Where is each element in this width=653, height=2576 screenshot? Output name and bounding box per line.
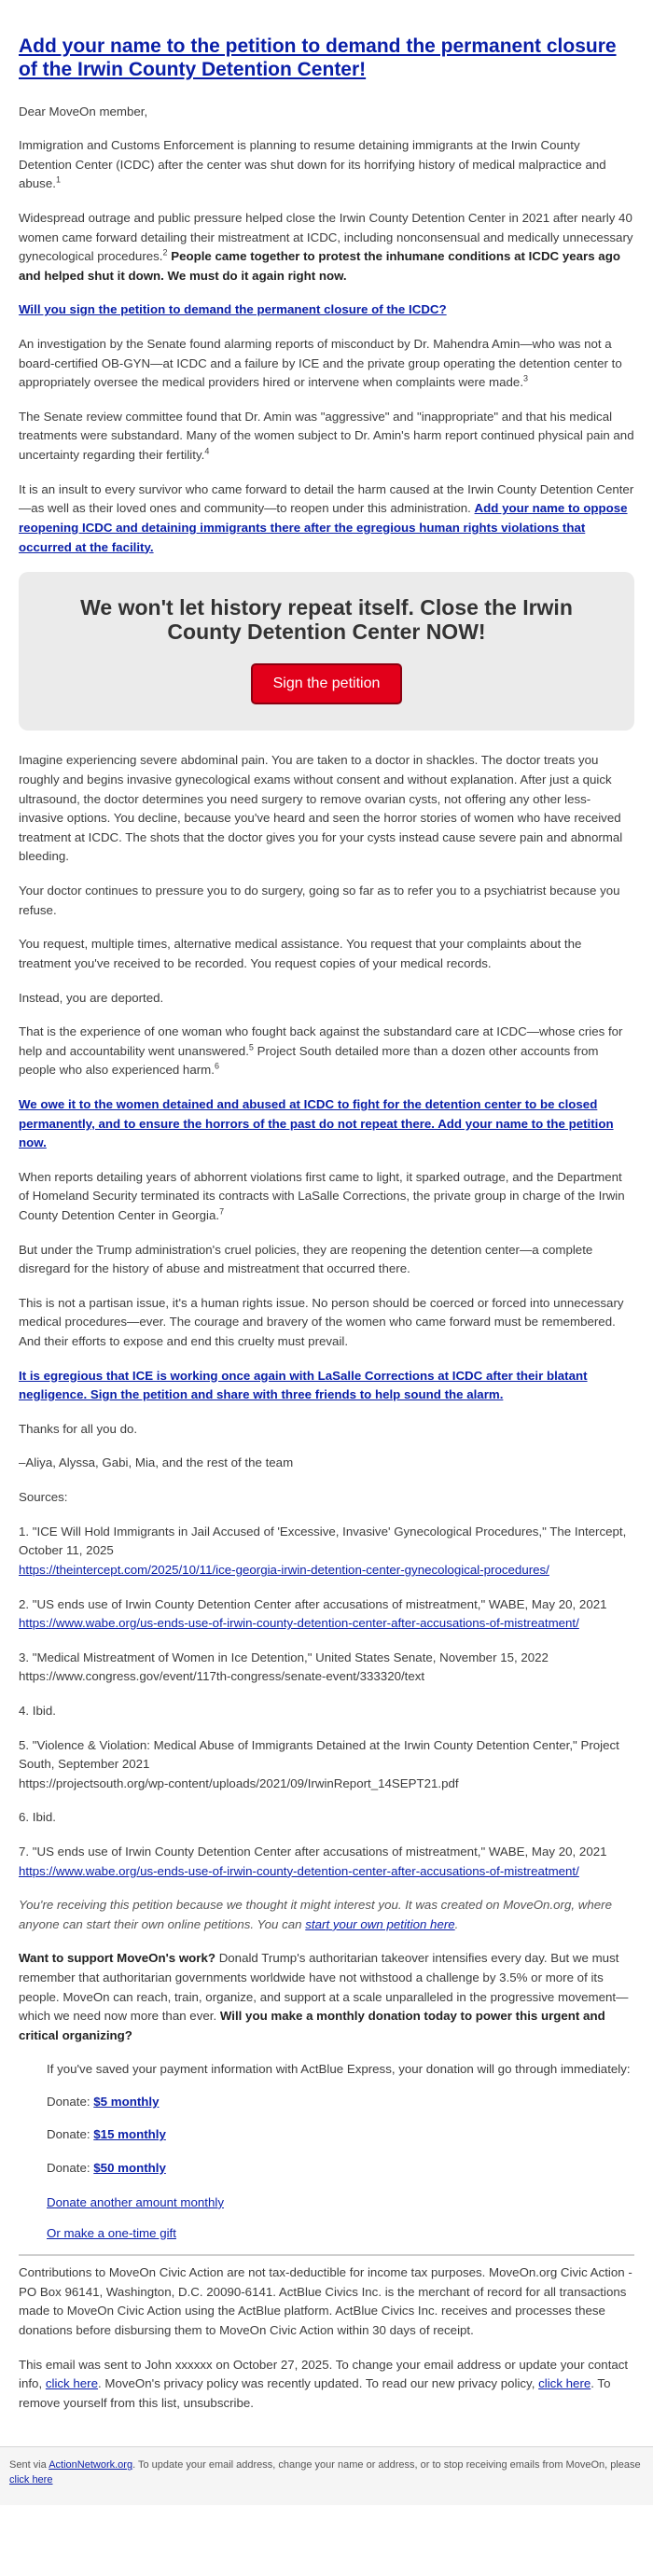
page-title[interactable] — [19, 0, 634, 82]
source-text: 5. "Violence & Violation: Medical Abuse of Immigrants Detained at the Irwin County Detention Center," Project South, September 2021 — [19, 1737, 619, 1772]
paragraph-senate — [19, 335, 634, 393]
footnote-ref: 4 — [204, 446, 210, 456]
owe-paragraph — [19, 1095, 634, 1153]
legal-notice: Contributions to MoveOn Civic Action are not tax-deductible for income tax purposes. MoveOn.org Civic Action - PO Box 96141, Washington, D.C. 20090-6141. ActBlue Civics Inc. is the merchant of record for all transactions made to MoveOn Civic Action using the ActBlue platform. ActBlue Civics Inc. receives and processes these donations before disbursing them to MoveOn Civic Action within 30 days of receipt. — [19, 2265, 632, 2337]
source-item — [19, 1702, 634, 1721]
paragraph-insult — [19, 480, 634, 557]
receiving-text: You're receiving this petition because we thought it might interest you. It was created on MoveOn.org, where anyone can start their own online petitions. You can — [19, 1898, 612, 1931]
donate-15-monthly-link[interactable]: $15 monthly — [93, 2127, 166, 2142]
paragraph-pressure: Your doctor continues to pressure you to do surgery, going so far as to refer you to a psychiatrist because you refuse. — [19, 884, 620, 917]
footnote-ref: 3 — [523, 373, 529, 383]
paragraph-request: You request, multiple times, alternative medical assistance. You request that your complaints about the treatment you've received to be recorded. You request copies of your medical records. — [19, 937, 582, 970]
title-link[interactable]: Add your name to the petition to demand the permanent closure of the Irwin County Detention Center! — [19, 35, 617, 80]
paragraph-text: Project South detailed more than a dozen other accounts from people who also experienced harm. — [19, 1043, 599, 1078]
source-url-text: https://www.congress.gov/event/117th-congress/senate-event/333320/text — [19, 1669, 425, 1684]
footnote-ref: 5 — [248, 1042, 254, 1052]
thanks: Thanks for all you do. — [19, 1421, 138, 1436]
email-footer — [0, 2446, 653, 2505]
source-item — [19, 1523, 634, 1580]
sent-text: . To remove yourself from this list, unsubscribe. — [19, 2376, 611, 2410]
sent-notice — [19, 2356, 634, 2414]
source-item — [19, 1808, 634, 1828]
sign-petition-button[interactable]: Sign the petition — [251, 663, 403, 705]
footnote-ref: 7 — [219, 1206, 225, 1217]
donate-option — [47, 2123, 634, 2145]
paragraph-text: That is the experience of one woman who fought back against the substandard care at ICDC—whose cries for help and accountability went unanswered. — [19, 1024, 623, 1058]
one-time-paragraph — [47, 2224, 634, 2244]
footnote-ref: 2 — [162, 247, 168, 258]
privacy-policy-link[interactable]: click here — [538, 2376, 591, 2391]
sign-petition-paragraph — [19, 300, 634, 320]
sign-petition-link[interactable]: Will you sign the petition to demand the permanent closure of the ICDC? — [19, 302, 447, 317]
paragraph-trump: But under the Trump administration's cruel policies, they are reopening the detention center—a complete disregard for the history of abuse and mistreatment that occurred there. — [19, 1242, 593, 1276]
paragraph-text: It is an insult to every survivor who came forward to detail the harm caused at the Irwin County Detention Center—as well as their loved ones and community—to reopen under this administration. — [19, 481, 634, 516]
owe-petition-link[interactable]: We owe it to the women detained and abused at ICDC to fight for the detention center to be closed permanently, and to ensure the horrors of the past do not repeat there. Add your name to the petition now. — [19, 1096, 614, 1150]
source-item — [19, 1736, 634, 1794]
source-text: 1. "ICE Will Hold Immigrants in Jail Accused of 'Excessive, Invasive' Gynecological Procedures," The Intercept, October 11, 2025 — [19, 1524, 627, 1558]
donate-block — [19, 2060, 634, 2243]
paragraph-text: When reports detailing years of abhorrent violations first came to light, it sparked outrage, and the Department of Homeland Security terminated its contracts with LaSalle Corrections, the private group in charge of the Irwin County Detention Center in Georgia. — [19, 1169, 625, 1222]
source-item — [19, 1843, 634, 1881]
sources-label: Sources: — [19, 1490, 68, 1505]
sent-text: This email was sent to John xxxxxx on October 27, 2025. To change your email address or update your contact info, — [19, 2357, 629, 2391]
start-petition-link[interactable]: start your own petition here — [305, 1916, 455, 1931]
footer-click-here-link[interactable]: click here — [9, 2474, 53, 2486]
donate-label: Donate: — [47, 2127, 90, 2142]
donate-option — [47, 2157, 634, 2179]
signoff: –Aliya, Alyssa, Gabi, Mia, and the rest of the team — [19, 1455, 294, 1470]
footer-text: . To update your email address, change your name or address, or to stop receiving emails from MoveOn, please — [132, 2459, 641, 2472]
paragraph-imagine: Imagine experiencing severe abdominal pain. You are taken to a doctor in shackles. The doctor treats you roughly and begins invasive gynecological exams without consent and without explanation. After just a quick ultrasound, the doctor determines you need surgery to remove ovarian cysts, not offering any other less-invasive options. You decline, because you've heard and seen the horror stories of women who have received treatment at ICDC. The shots that the doctor gives you for your cysts instead cause severe pain and abnormal bleeding. — [19, 753, 623, 864]
bold-callout: People came together to protest the inhumane conditions at ICDC years ago and helped shut it down. We must do it again right now. — [19, 249, 620, 283]
source-text: 7. "US ends use of Irwin County Detention Center after accusations of mistreatment," WABE, May 20, 2021 — [19, 1845, 607, 1859]
salutation: Dear MoveOn member, — [19, 104, 148, 118]
support-text: Donald Trump's authoritarian takeover intensifies every day. But we must remember that authoritarian governments worldwide have not withstood a challenge by 3.5% or more of its people. MoveOn can reach, train, organize, and support at a scale unparalleled in the progressive movement—which we need now more than ever. — [19, 1951, 629, 2024]
paragraph-text: Immigration and Customs Enforcement is planning to resume detaining immigrants at the Irwin County Detention Center (ICDC) after the center was shut down for its horrifying history of medical malpractice and abuse. — [19, 138, 606, 191]
paragraph-text: Widespread outrage and public pressure helped close the Irwin County Detention Center in 2021 after nearly 40 women came forward detailing their mistreatment at ICDC, including nonconsensual and medically unnecessary gynecological procedures. — [19, 210, 633, 264]
receiving-notice — [19, 1896, 634, 1934]
donate-option — [47, 2091, 634, 2112]
support-heading: Want to support MoveOn's work? — [19, 1951, 215, 1966]
paragraph-deported: Instead, you are deported. — [19, 990, 164, 1005]
cta-box — [19, 572, 634, 731]
support-ask: Will you make a monthly donation today to power this urgent and critical organizing? — [19, 2009, 605, 2042]
donate-5-monthly-link[interactable]: $5 monthly — [93, 2095, 160, 2110]
add-name-link[interactable]: Add your name to oppose reopening ICDC and detaining immigrants there after the egregious human rights violations that occurred at the facility. — [19, 501, 628, 554]
source-url-text: https://projectsouth.org/wp-content/uploads/2021/09/IrwinReport_14SEPT21.pdf — [19, 1775, 459, 1790]
lasalle-paragraph — [19, 1367, 634, 1405]
paragraph-partisan: This is not a partisan issue, it's a human rights issue. No person should be coerced or forced into unnecessary medical procedures—ever. The courage and bravery of the women who came forward must be remembered. And their efforts to expose and end this cruelty must prevail. — [19, 1295, 624, 1349]
source-link[interactable]: https://www.wabe.org/us-ends-use-of-irwin-county-detention-center-after-accusations-of-mistreatment/ — [19, 1616, 579, 1631]
divider — [19, 2254, 634, 2256]
source-text: 3. "Medical Mistreatment of Women in Ice Detention," United States Senate, November 15, 2022 — [19, 1650, 549, 1664]
donate-another-amount-link[interactable]: Donate another amount monthly — [47, 2194, 224, 2209]
lasalle-petition-link[interactable]: It is egregious that ICE is working once again with LaSalle Corrections at ICDC after their blatant negligence. Sign the petition and share with three friends to help sound the alarm. — [19, 1368, 588, 1402]
update-contact-link[interactable]: click here — [45, 2376, 99, 2391]
one-time-gift-link[interactable]: Or make a one-time gift — [47, 2225, 176, 2240]
source-item — [19, 1649, 634, 1687]
footnote-ref: 6 — [214, 1061, 219, 1071]
donate-50-monthly-link[interactable]: $50 monthly — [93, 2160, 166, 2175]
actionnetwork-link[interactable]: ActionNetwork.org — [49, 2459, 133, 2472]
sources-list — [19, 1523, 634, 1882]
paragraph-intro — [19, 136, 634, 194]
footer-text: Sent via — [9, 2459, 47, 2472]
source-link[interactable]: https://www.wabe.org/us-ends-use-of-irwin-county-detention-center-after-accusations-of-mistreatment/ — [19, 1863, 579, 1878]
paragraph-experience — [19, 1023, 634, 1080]
source-text: 2. "US ends use of Irwin County Detention Center after accusations of mistreatment," WABE, May 20, 2021 — [19, 1596, 607, 1611]
receiving-end: . — [454, 1916, 459, 1931]
cta-heading: We won't let history repeat itself. Close the Irwin County Detention Center NOW! — [80, 595, 573, 644]
donate-intro: If you've saved your payment information with ActBlue Express, your donation will go through immediately: — [47, 2062, 631, 2077]
paragraph-text: An investigation by the Senate found alarming reports of misconduct by Dr. Mahendra Amin—who was not a board-certified OB-GYN—at ICDC and a failure by ICE and the private group operating the detention center to appropriately oversee the medical providers hired or intervene when complaints were made. — [19, 337, 622, 390]
donate-label: Donate: — [47, 2095, 90, 2110]
support-paragraph — [19, 1949, 634, 2045]
paragraph-contracts — [19, 1168, 634, 1226]
paragraph-text: The Senate review committee found that Dr. Amin was "aggressive" and "inappropriate" and that his medical treatments were substandard. Many of the women subject to Dr. Amin's harm report continued physical pain and uncertainty regarding their fertility. — [19, 409, 634, 463]
source-text: 4. Ibid. — [19, 1703, 56, 1718]
source-link[interactable]: https://theintercept.com/2025/10/11/ice-georgia-irwin-detention-center-gynecological-procedures/ — [19, 1562, 549, 1577]
sent-text: . MoveOn's privacy policy was recently updated. To read our new privacy policy, — [98, 2376, 535, 2391]
paragraph-outrage — [19, 209, 634, 285]
donate-label: Donate: — [47, 2160, 90, 2175]
source-item — [19, 1595, 634, 1634]
source-text: 6. Ibid. — [19, 1810, 56, 1825]
footnote-ref: 1 — [55, 174, 61, 185]
paragraph-review — [19, 408, 634, 466]
donate-another-paragraph — [47, 2193, 634, 2213]
